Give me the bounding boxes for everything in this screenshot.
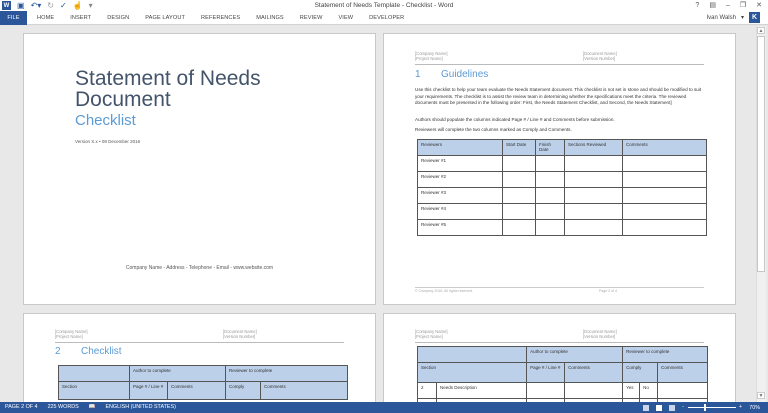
page-header	[415, 328, 704, 343]
header-version: [Version Number]	[223, 334, 256, 339]
reviewer-label: Reviewer #4	[418, 204, 503, 220]
header-company: [Company Name]	[415, 51, 448, 56]
user-name: Ivan Walsh	[706, 14, 736, 21]
header-project: [Project Name]	[55, 334, 83, 339]
table-header-cell: Start Date	[503, 140, 536, 156]
comply-no[interactable]: No	[640, 383, 658, 399]
table-cell[interactable]	[527, 383, 565, 399]
table-header-cell: Comments	[261, 382, 348, 400]
help-icon[interactable]: ?	[695, 2, 700, 9]
window-title: Statement of Needs Template - Checklist - Word	[314, 2, 454, 9]
table-row	[418, 204, 707, 220]
zoom-level[interactable]: 70%	[749, 404, 760, 411]
row-section-label: Needs Description	[437, 383, 527, 399]
header-version: [Version Number]	[583, 334, 616, 339]
table-cell[interactable]	[623, 188, 707, 204]
table-cell[interactable]	[536, 188, 565, 204]
header-company: [Company Name]	[415, 329, 448, 334]
word-logo-icon[interactable]: W	[3, 2, 10, 9]
header-project: [Project Name]	[415, 56, 443, 61]
table-header-cell	[418, 347, 527, 363]
heading-number: 1	[415, 69, 421, 80]
table-header-cell: Reviewer to complete	[226, 366, 348, 382]
proofing-icon[interactable]: 📖	[88, 404, 96, 410]
ribbon-display-icon[interactable]: ▤	[709, 2, 716, 9]
tab-design[interactable]: DESIGN	[107, 15, 130, 21]
status-page[interactable]: PAGE 2 OF 4	[5, 404, 38, 410]
zoom-track[interactable]	[688, 407, 736, 408]
tab-references[interactable]: REFERENCES	[201, 15, 241, 21]
page-guidelines[interactable]	[383, 33, 736, 305]
checklist-table	[417, 346, 708, 402]
status-bar	[0, 402, 768, 413]
header-document: [Document Name]	[223, 329, 257, 334]
tab-insert[interactable]: INSERT	[70, 15, 92, 21]
table-header-cell: Reviewer to complete	[623, 347, 708, 363]
reviewer-label: Reviewer #1	[418, 156, 503, 172]
table-cell[interactable]	[623, 156, 707, 172]
comply-yes[interactable]: Yes	[623, 383, 640, 399]
table-header-cell: Comments	[565, 363, 623, 383]
table-group-row	[418, 347, 708, 363]
restore-icon[interactable]: ❐	[739, 2, 747, 9]
table-row	[418, 172, 707, 188]
title-bar	[0, 0, 768, 11]
table-cell[interactable]	[565, 156, 623, 172]
page-footer	[415, 287, 704, 293]
page-checklist[interactable]	[23, 313, 376, 402]
user-account[interactable]	[707, 12, 760, 23]
print-layout-icon[interactable]	[656, 405, 662, 411]
cover-version: Version X.x • 08 December 2016	[75, 139, 141, 144]
table-header-cell: Comply	[226, 382, 261, 400]
table-cell[interactable]	[623, 172, 707, 188]
window-controls	[695, 0, 762, 11]
cover-title	[75, 68, 261, 110]
header-version: [Version Number]	[583, 56, 616, 61]
tab-developer[interactable]: DEVELOPER	[369, 15, 405, 21]
zoom-out-button[interactable]: -	[682, 404, 684, 410]
table-cell[interactable]	[623, 204, 707, 220]
undo-icon[interactable]: ↶▾	[30, 1, 42, 10]
reviewer-label: Reviewer #3	[418, 188, 503, 204]
table-cell[interactable]	[536, 220, 565, 236]
redo-icon[interactable]: ↻	[47, 1, 54, 10]
guidelines-paragraph-1: Use this checklist to help your team evaluate the Needs Statement document. This checklist is not set in stone and should be modified to suit your requirements. The checklist is to assist the review team in determining whether the specifications meet the criteria. The reviewed documents must be presented in the following order: First, the Needs Statement Checklist, and Second, the Needs Statement]	[415, 87, 702, 106]
table-header-cell: Page # / Line #	[527, 363, 565, 383]
heading-text: Checklist	[81, 346, 122, 357]
table-cell[interactable]	[565, 204, 623, 220]
table-cell[interactable]	[565, 172, 623, 188]
table-header-cell: Page # / Line #	[130, 382, 168, 400]
document-canvas[interactable]	[0, 26, 741, 402]
ribbon-tabs	[0, 11, 768, 25]
tab-home[interactable]: HOME	[37, 15, 55, 21]
table-cell[interactable]	[623, 220, 707, 236]
table-cell[interactable]	[565, 383, 623, 399]
web-layout-icon[interactable]	[669, 405, 675, 411]
table-header-cell: Finish Date	[536, 140, 565, 156]
page-header	[55, 328, 344, 343]
table-header-cell: Reviewers	[418, 140, 503, 156]
table-row	[418, 220, 707, 236]
tab-file[interactable]: FILE	[0, 11, 27, 25]
table-cell[interactable]	[536, 156, 565, 172]
table-cell[interactable]	[536, 204, 565, 220]
row-section-number: 2	[418, 383, 437, 399]
reviewer-label: Reviewer #2	[418, 172, 503, 188]
tab-review[interactable]: REVIEW	[299, 15, 323, 21]
table-header-cell: Author to complete	[130, 366, 226, 382]
heading-guidelines	[415, 69, 488, 80]
table-header-cell: Comments	[168, 382, 226, 400]
table-header-row	[418, 363, 708, 383]
customize-qat-icon[interactable]: ▾	[88, 1, 93, 10]
table-row	[418, 188, 707, 204]
heading-text: Guidelines	[441, 69, 489, 80]
zoom-in-button[interactable]: +	[739, 404, 743, 410]
table-cell[interactable]	[658, 383, 708, 399]
table-header-cell: Author to complete	[527, 347, 623, 363]
table-group-row	[59, 366, 348, 382]
tab-mailings[interactable]: MAILINGS	[256, 15, 284, 21]
touch-mode-icon[interactable]: ☝	[72, 1, 83, 10]
guidelines-paragraph-3: Reviewers will complete the two columns marked as Comply and Comments.	[415, 127, 572, 132]
checklist-table	[58, 365, 348, 400]
tab-view[interactable]: VIEW	[338, 15, 354, 21]
table-cell[interactable]	[565, 220, 623, 236]
table-cell[interactable]	[503, 220, 536, 236]
table-cell[interactable]	[503, 172, 536, 188]
table-header-cell: Comments	[658, 363, 708, 383]
quick-access-toolbar	[2, 0, 93, 11]
cover-footer: Company Name - Address - Telephone - Email - www.website.com	[125, 265, 274, 271]
scrollbar-thumb[interactable]	[757, 36, 765, 272]
reviewers-table	[417, 139, 707, 236]
minimize-icon[interactable]: –	[725, 2, 730, 9]
table-cell[interactable]	[536, 172, 565, 188]
table-cell[interactable]	[503, 204, 536, 220]
status-right	[643, 402, 760, 413]
cover-title-line2: Document	[75, 88, 171, 111]
status-words[interactable]: 225 WORDS	[47, 404, 79, 410]
table-cell[interactable]	[503, 156, 536, 172]
header-company: [Company Name]	[55, 329, 88, 334]
scroll-down-icon[interactable]: ▼	[758, 393, 764, 399]
vertical-scrollbar[interactable]	[741, 26, 768, 402]
page-cover[interactable]	[23, 33, 376, 305]
header-document: [Document Name]	[583, 329, 617, 334]
zoom-slider[interactable]	[682, 402, 742, 413]
footer-page-number: Page 2 of 4	[599, 289, 617, 293]
table-cell[interactable]	[565, 188, 623, 204]
close-icon[interactable]: ✕	[756, 2, 762, 9]
table-header-cell: Section	[418, 363, 527, 383]
table-row	[418, 383, 708, 399]
page-header	[415, 50, 704, 65]
avatar: K	[749, 12, 760, 23]
header-project: [Project Name]	[415, 334, 443, 339]
scroll-up-icon[interactable]: ▲	[758, 28, 764, 34]
table-header-cell: Section	[59, 382, 130, 400]
table-header-cell	[59, 366, 130, 382]
guidelines-paragraph-2: Authors should populate the columns indicated Page # / Line # and Comments before submission.	[415, 117, 615, 122]
cover-title-line1: Statement of Needs	[75, 67, 261, 90]
table-cell[interactable]	[503, 188, 536, 204]
table-header-cell: Comments	[623, 140, 707, 156]
spelling-icon[interactable]: ✓	[59, 1, 67, 10]
status-language[interactable]: ENGLISH (UNITED STATES)	[105, 404, 176, 410]
table-header-cell: Sections Reviewed	[565, 140, 623, 156]
table-header-cell: Comply	[623, 363, 658, 383]
heading-checklist	[55, 346, 122, 357]
table-row	[418, 156, 707, 172]
chevron-down-icon: ▾	[740, 15, 744, 21]
heading-number: 2	[55, 346, 61, 357]
ribbon	[0, 11, 768, 25]
table-header-row	[418, 140, 707, 156]
tab-page-layout[interactable]: PAGE LAYOUT	[145, 15, 185, 21]
cover-subtitle: Checklist	[75, 112, 136, 129]
page-checklist-continued[interactable]	[383, 313, 736, 402]
header-document: [Document Name]	[583, 51, 617, 56]
table-header-row	[59, 382, 348, 400]
footer-copyright: © Company 2016. All rights reserved.	[415, 289, 474, 293]
read-mode-icon[interactable]	[643, 405, 649, 411]
save-icon[interactable]: ▣	[17, 1, 25, 10]
zoom-knob[interactable]	[704, 404, 706, 411]
reviewer-label: Reviewer #5	[418, 220, 503, 236]
